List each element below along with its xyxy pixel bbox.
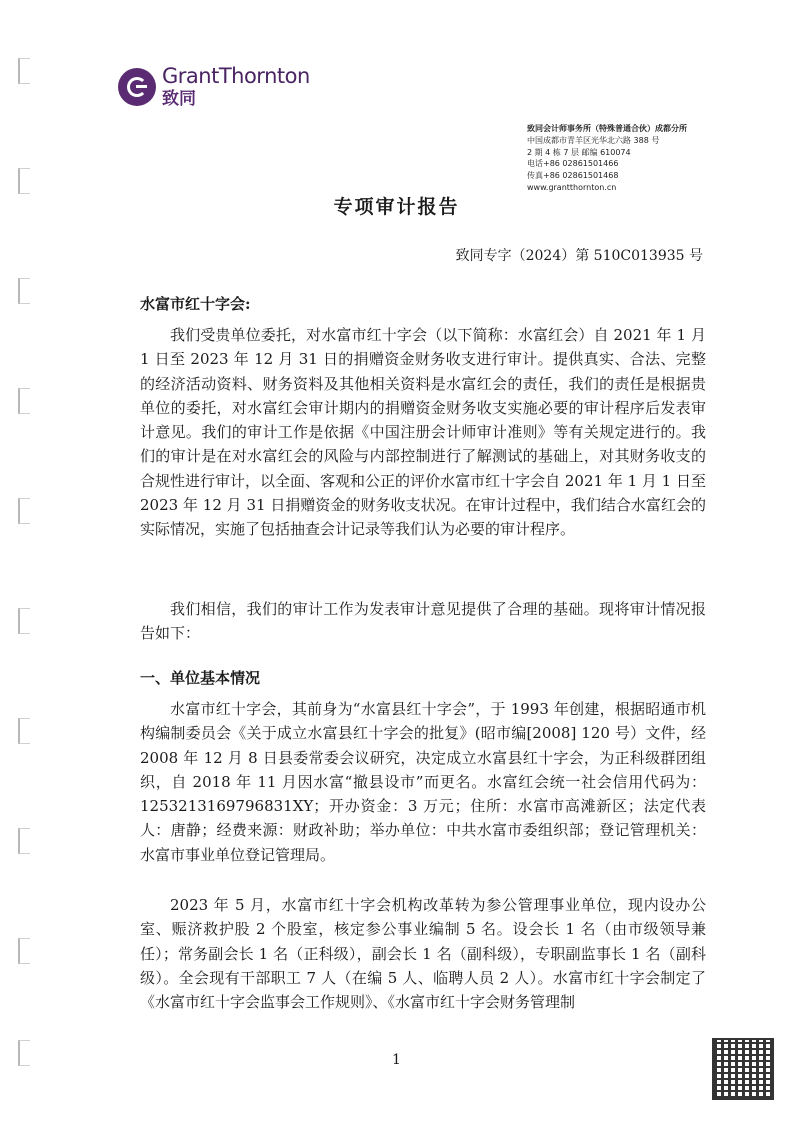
firm-address-block <box>527 123 687 194</box>
document-number: 致同专字（2024）第 510C013935 号 <box>455 248 703 264</box>
binder-hole <box>18 718 30 744</box>
body-paragraph: 我们受贵单位委托，对水富市红十字会（以下简称：水富红会）自 2021 年 1 月 1 日至 2023 年 12 月 31 日的捐赠资金财务收支进行审计。提供真实、合法、完整的经济活动资料、财务资料及其他相关资料是水富红会的责任，我们的责任是根据贵单位的委托，对水富红会审计期内的捐赠资金财务收支实施必要的审计程序后发表审计意见。我们的审计工作是依据《中国注册会计师审计准则》等有关规定进行的。我们的审计是在对水富红会的风险与内部控制进行了解测试的基础上，对其财务收支的合规性进行审计，以全面、客观和公正的评价水富市红十字会自 2021 年 1 月 1 日至 2023 年 12 月 31 日捐赠资金的财务收支状况。在审计过程中，我们结合水富红会的实际情况，实施了包括抽查会计记录等我们认为必要的审计程序。 <box>140 326 706 539</box>
section-paragraph: 2023 年 5 月，水富市红十字会机构改革转为参公管理事业单位，现内设办公室、赈济救护股 2 个股室，核定参公事业编制 5 名。设会长 1 名（由市级领导兼任）；常务副会长 1 名（正科级），副会长 1 名（副科级），专职副监事长 1 名（副科级）。全会现有干部职工 7 人（在编 5 人、临聘人员 2 人）。水富市红十字会制定了《水富市红十字会监事会工作规则》、《水富市红十字会财务管理制 <box>140 896 706 1012</box>
firm-logo <box>118 64 310 110</box>
binder-hole <box>18 498 30 524</box>
salutation: 水富市红十字会: <box>140 295 251 313</box>
binder-hole <box>18 168 30 194</box>
firm-name: 致同会计师事务所（特殊普通合伙）成都分所 <box>527 124 687 133</box>
binder-hole <box>18 608 30 634</box>
binder-hole <box>18 938 30 964</box>
section-paragraph: 水富市红十字会，其前身为“水富县红十字会”，于 1993 年创建，根据昭通市机构编制委员会《关于成立水富县红十字会的批复》(昭市编[2008] 120 号）文件，经 2008 年 12 月 8 日县委常委会议研究，决定成立水富县红十字会，为正科级群团组织，自 2018 年 11 月因水富“撤县设市”而更名。水富红会统一社会信用代码为：1253213169796831XY；开办资金：3 万元；住所：水富市高滩新区；法定代表人：唐静；经费来源：财政补助；举办单位：中共水富市委组织部；登记管理机关：水富市事业单位登记管理局。 <box>140 700 706 864</box>
firm-address-line: 2 期 4 栋 7 层 邮编 610074 <box>527 147 631 157</box>
logo-cn: 致同 <box>162 89 196 109</box>
firm-website: www.grantthornton.cn <box>527 182 617 192</box>
binder-hole <box>18 388 30 414</box>
report-title: 专项审计报告 <box>333 196 460 218</box>
page-number: 1 <box>392 1052 401 1068</box>
firm-fax: 传真+86 02861501468 <box>527 171 619 181</box>
qr-code-icon <box>712 1038 774 1100</box>
binder-hole <box>18 278 30 304</box>
logo-name: GrantThornton <box>162 64 310 88</box>
binder-hole <box>18 828 30 854</box>
firm-phone: 电话+86 02861501466 <box>527 159 619 169</box>
body-paragraph: 我们相信，我们的审计工作为发表审计意见提供了合理的基础。现将审计情况报告如下： <box>140 600 706 643</box>
firm-address-line: 中国成都市青羊区光华北六路 388 号 <box>527 135 660 145</box>
binder-hole <box>18 58 30 84</box>
section-heading: 一、单位基本情况 <box>140 669 261 687</box>
grant-thornton-logo-icon <box>118 68 156 106</box>
